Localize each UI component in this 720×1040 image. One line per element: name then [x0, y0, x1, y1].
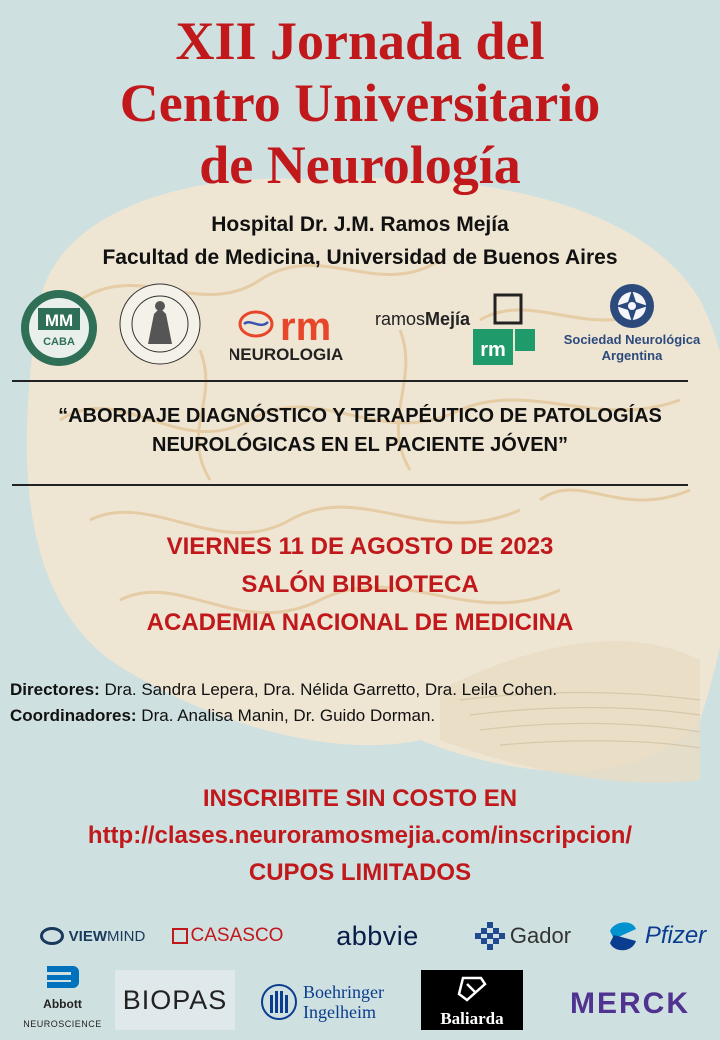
- baliarda-mark-icon: [455, 974, 489, 1004]
- coordinators-line: [10, 703, 710, 728]
- event-venue: SALÓN BIBLIOTECA: [241, 571, 479, 598]
- title-line-3: de Neurología: [199, 135, 521, 195]
- abbvie-logo: [315, 918, 440, 954]
- directors-label: Directores:: [10, 680, 100, 699]
- svg-text:Argentina: Argentina: [601, 348, 663, 363]
- boehringer-name-2: Ingelheim: [303, 1002, 376, 1022]
- svg-text:NEUROLOGIA: NEUROLOGIA: [230, 345, 344, 364]
- abbott-name: Abbott: [43, 997, 82, 1011]
- event-institution: ACADEMIA NACIONAL DE MEDICINA: [146, 609, 574, 636]
- ramos-mejia-logo: [375, 293, 543, 367]
- svg-text:CABA: CABA: [43, 336, 75, 348]
- pfizer-pill-icon: [604, 917, 642, 955]
- event-date: VIERNES 11 DE AGOSTO DE 2023: [166, 533, 554, 560]
- svg-text:Sociedad Neurológica: Sociedad Neurológica: [563, 332, 701, 347]
- svg-text:MM: MM: [44, 311, 74, 330]
- biopas-name: BIOPAS: [122, 984, 228, 1015]
- divider-top: [12, 380, 688, 382]
- abbott-logo: [20, 962, 105, 1032]
- topic-line-1: “ABORDAJE DIAGNÓSTICO Y TERAPÉUTICO DE PATOLOGÍAS: [58, 405, 662, 427]
- directors-line: [10, 677, 710, 702]
- title-line-1: XII Jornada del: [175, 11, 545, 71]
- caba-seal-logo: [18, 288, 100, 368]
- coordinators-label: Coordinadores:: [10, 706, 137, 725]
- title-line-2: Centro Universitario: [119, 73, 601, 133]
- pfizer-name: Pfizer: [644, 922, 707, 949]
- casasco-name: CASASCO: [190, 925, 284, 946]
- boehringer-logo: [245, 976, 400, 1028]
- host-faculty: Facultad de Medicina, Universidad de Buenos Aires: [102, 246, 618, 269]
- coordinators-names: Dra. Analisa Manin, Dr. Guido Dorman.: [141, 706, 436, 725]
- registration-url[interactable]: http://clases.neuroramosmejia.com/inscripcion/: [87, 822, 633, 849]
- sna-logo: [552, 282, 712, 368]
- facultad-medicina-seal: [118, 280, 202, 368]
- eye-icon: [40, 927, 64, 945]
- abbott-sub: NEUROSCIENCE: [23, 1019, 102, 1029]
- casasco-mark-icon: [172, 928, 188, 944]
- abbvie-name: abbvie: [336, 920, 419, 951]
- casasco-logo: [170, 920, 285, 952]
- gador-logo: [468, 918, 578, 954]
- registration-heading: INSCRIBITE SIN COSTO EN: [202, 785, 518, 812]
- svg-text:rm: rm: [280, 306, 332, 349]
- boehringer-name-1: Boehringer: [303, 982, 384, 1002]
- directors-names: Dra. Sandra Lepera, Dra. Nélida Garretto, Dra. Leila Cohen.: [104, 680, 558, 699]
- divider-bottom: [12, 484, 688, 486]
- viewmind-logo: [25, 920, 160, 952]
- viewmind-mind: MIND: [107, 927, 146, 945]
- baliarda-logo: [421, 970, 523, 1030]
- gador-name: Gador: [509, 923, 572, 948]
- gador-diamond-icon: [475, 921, 505, 951]
- svg-text:ramosMejía: ramosMejía: [375, 309, 471, 329]
- registration-limit: CUPOS LIMITADOS: [248, 859, 472, 886]
- pfizer-logo: [600, 914, 710, 958]
- rm-neurologia-logo: [230, 306, 365, 366]
- boehringer-building-icon: [261, 979, 297, 1025]
- abbott-mark-icon: [43, 962, 83, 992]
- host-hospital: Hospital Dr. J.M. Ramos Mejía: [211, 213, 509, 236]
- biopas-logo: [115, 970, 235, 1030]
- baliarda-name: Baliarda: [440, 1009, 504, 1028]
- viewmind-view: VIEW: [68, 927, 107, 945]
- merck-name: MERCK: [570, 987, 690, 1020]
- svg-text:rm: rm: [480, 339, 506, 361]
- merck-logo: [550, 982, 710, 1026]
- topic-line-2: NEUROLÓGICAS EN EL PACIENTE JÓVEN”: [152, 434, 568, 456]
